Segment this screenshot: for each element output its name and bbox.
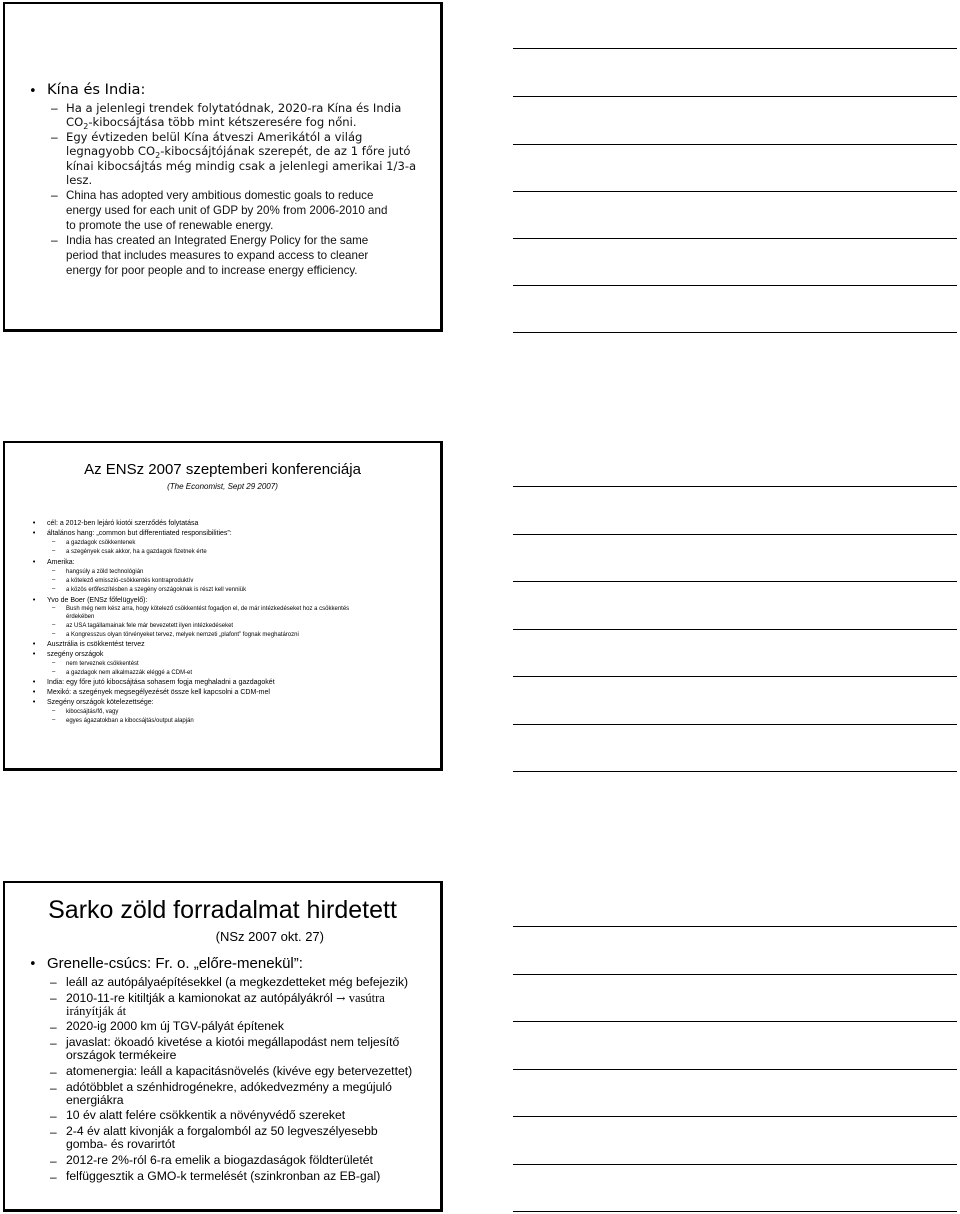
note-line [513, 1069, 957, 1070]
note-line [513, 144, 957, 145]
list-heading: Grenelle-csúcs: Fr. o. „előre-menekül”: [47, 955, 303, 972]
list-item: szegény országok [47, 651, 104, 658]
bullet-dot: • [32, 558, 37, 566]
dash: – [51, 130, 58, 144]
item-text: lesz. [66, 173, 93, 187]
dash: – [52, 660, 56, 666]
item-text: kínai kibocsájtás még mindig csak a jelenlegi amerikai 1/3-a [66, 159, 417, 173]
bullet-dot: • [32, 678, 37, 686]
note-line [513, 771, 957, 772]
arrow-right-icon: → [336, 992, 346, 1005]
list-subitem: adótöbblet a szénhidrogénekre, adókedvezmény a megújuló [66, 1080, 392, 1094]
note-line [513, 285, 957, 286]
item-text: energy for poor people and to increase energy efficiency. [66, 264, 358, 277]
list-subitem: a gazdagok csökkentenek [66, 540, 136, 546]
note-line [513, 191, 957, 192]
note-line [513, 486, 957, 487]
slide-subtitle: (NSz 2007 okt. 27) [215, 929, 324, 944]
bullet-dot: • [32, 688, 37, 696]
slide-title: Kína és India: [47, 81, 146, 98]
list-subitem: 10 év alatt felére csökkentik a növényvédő szereket [66, 1108, 346, 1122]
list-item: India: egy főre jutó kibocsájtása sohasem fogja meghaladni a gazdagokét [47, 679, 275, 686]
dash: – [51, 188, 58, 202]
bullet-dot: • [32, 596, 37, 604]
list-subitem: leáll az autópályaépítésekkel (a megkezdetteket még befejezik) [66, 975, 409, 989]
dash: – [50, 1020, 57, 1034]
dash: – [50, 1036, 57, 1050]
dash: – [52, 669, 56, 675]
slide-title: Sarko zöld forradalmat hirdetett [48, 896, 397, 924]
dash: – [51, 233, 58, 247]
note-line [513, 1164, 957, 1165]
list-item: Yvo de Boer (ENSz főfelügyelő): [47, 597, 148, 604]
item-text: Ha a jelenlegi trendek folytatódnak, 2020-ra Kína és India [66, 101, 402, 115]
dash: – [50, 1109, 57, 1123]
note-line [513, 926, 957, 927]
dash: – [52, 708, 56, 714]
list-subitem: 2-4 év alatt kivonják a forgalomból az 50 legveszélyesebb [66, 1124, 378, 1138]
note-line [513, 581, 957, 582]
dash: – [52, 548, 56, 554]
slide-china-india [3, 2, 443, 332]
list-subitem: egyes ágazatokban a kibocsájtás/output alapján [66, 718, 194, 724]
list-subitem: kibocsájtás/fő, vagy [66, 709, 119, 715]
note-line [513, 332, 957, 333]
note-line [513, 238, 957, 239]
note-line [513, 534, 957, 535]
note-line [513, 676, 957, 677]
note-line [513, 48, 957, 49]
list-subitem: a szegények csak akkor, ha a gazdagok fizetnek érte [66, 549, 207, 555]
list-subitem: felfüggesztik a GMO-k termelését (szinkronban az EB-gal) [66, 1169, 381, 1183]
dash: – [52, 622, 56, 628]
dash: – [52, 631, 56, 637]
item-text: India has created an Integrated Energy Policy for the same [66, 234, 369, 247]
dash: – [52, 577, 56, 583]
bullet-dot: • [32, 519, 37, 527]
list-subitem: javaslat: ökoadó kivetése a kiotói megállapodást nem teljesítő [66, 1035, 400, 1049]
list-subitem: a közös erőfeszítésben a szegény országoknak is részt kell venniük [66, 587, 247, 593]
item-text: legnagyobb $CO_2$-kibocsájtójának szerepét, de az 1 főre jutó [66, 144, 411, 160]
slide-un-conference [3, 441, 443, 771]
note-line [513, 1211, 957, 1212]
slide-sarko [3, 881, 443, 1212]
bullet-dot: • [29, 957, 37, 972]
list-item: Szegény országok kötelezettsége: [47, 699, 154, 706]
dash: – [50, 1154, 57, 1168]
bullet-dot: • [29, 84, 37, 99]
list-item: Ausztrália is csökkentést tervez [47, 641, 145, 648]
dash: – [52, 539, 56, 545]
list-item: általános hang: „common but differentiated responsibilities”: [47, 530, 232, 537]
item-text: $CO_2$-kibocsájtása több mint kétszeresére fog nőni. [66, 115, 357, 131]
list-subitem: irányítják át [66, 1004, 127, 1018]
note-line [513, 724, 957, 725]
dash: – [52, 605, 56, 611]
slide-title: Az ENSz 2007 szeptemberi konferenciája [84, 461, 361, 478]
list-subitem: 2012-re 2%-ról 6-ra emelik a biogazdaságok földterületét [66, 1153, 373, 1167]
dash: – [52, 568, 56, 574]
list-subitem: az USA tagállamainak fele már bevezetett ilyen intézkedéseket [66, 623, 234, 629]
note-line [513, 96, 957, 97]
list-subitem: érdekében [66, 614, 95, 620]
dash: – [52, 586, 56, 592]
item-text: to promote the use of renewable energy. [66, 219, 274, 232]
dash: – [50, 1081, 57, 1095]
dash: – [50, 975, 57, 989]
item-text: China has adopted very ambitious domestic goals to reduce [66, 189, 374, 202]
note-line [513, 974, 957, 975]
list-subitem: gomba- és rovarirtót [66, 1137, 176, 1151]
dash: – [50, 1125, 57, 1139]
list-subitem: Bush még nem kész arra, hogy kötelező csökkentést fogadjon el, de már intézkedéseket hoz a csökkentés [66, 606, 350, 612]
list-subitem: nem terveznek csökkentést [66, 661, 139, 667]
note-line [513, 629, 957, 630]
slide-subtitle: (The Economist, Sept 29 2007) [167, 482, 278, 491]
bullet-dot: • [32, 640, 37, 648]
list-subitem: hangsúly a zöld technológián [66, 569, 144, 575]
note-line [513, 1116, 957, 1117]
list-subitem: a Kongresszus olyan törvényeket tervez, melyek nemzeti „plafont” fognak meghatározni [66, 632, 299, 638]
dash: – [51, 101, 58, 115]
list-subitem: a gazdagok nem alkalmazzák eléggé a CDM-et [66, 670, 193, 676]
bullet-dot: • [32, 650, 37, 658]
dash: – [50, 1170, 57, 1184]
bullet-dot: • [32, 698, 37, 706]
list-subitem: országok termékeire [66, 1048, 177, 1062]
list-subitem: atomenergia: leáll a kapacitásnövelés (kivéve egy betervezettet) [66, 1064, 413, 1078]
list-subitem: 2010-11-re kitiltják a kamionokat az autópályákról → vasútra [66, 991, 385, 1005]
list-subitem: energiákra [66, 1093, 124, 1107]
list-subitem: 2020-ig 2000 km új TGV-pályát építenek [66, 1019, 284, 1033]
item-text: energy used for each unit of GDP by 20% from 2006-2010 and [66, 204, 388, 217]
list-subitem: a kötelező emisszió-csökkentés kontraproduktív [66, 578, 194, 584]
dash: – [50, 991, 57, 1005]
list-item: Mexikó: a szegények megsegélyezését össze kell kapcsolni a CDM-mel [47, 689, 270, 696]
list-item: cél: a 2012-ben lejáró kiotói szerződés folytatása [47, 520, 199, 527]
item-text: Egy évtizeden belül Kína átveszi Amerikától a világ [66, 130, 363, 144]
list-item: Amerika: [47, 559, 75, 566]
dash: – [52, 717, 56, 723]
note-line [513, 1021, 957, 1022]
bullet-dot: • [32, 529, 37, 537]
item-text: period that includes measures to expand access to cleaner [66, 249, 369, 262]
dash: – [50, 1065, 57, 1079]
